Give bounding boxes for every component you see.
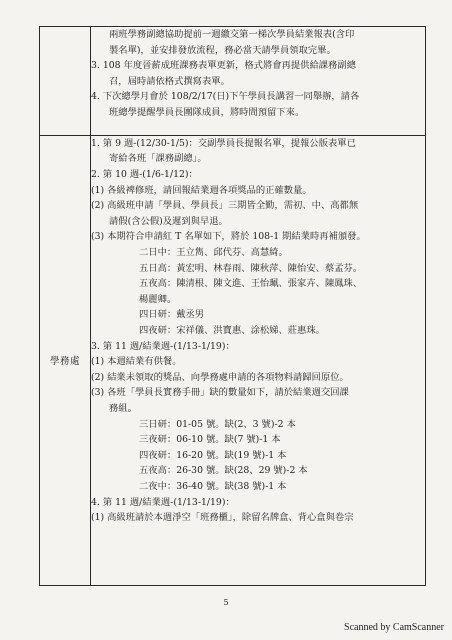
text-line: 班總學提醒學員長團隊成員，將時間預留下來。 — [109, 106, 305, 118]
text-line: 三日研：01-05 號。缺(2、3 號)-2 本 — [139, 418, 296, 430]
text-line: 五夜高：陳清根、陳文進、王怡珮、張家卉、陳鳳珠、 — [139, 278, 363, 290]
text-line: (1) 各級裨修班，請回報結業週各項獎品的正確數量。 — [91, 184, 312, 196]
text-line: (3) 本期符合申請紅 T 名單如下，將於 108-1 期結業時再補頒發。 — [91, 231, 366, 243]
text-line: 2. 第 10 週-(1/6-1/12)： — [91, 169, 198, 181]
scanner-watermark: Scanned by CamScanner — [344, 622, 444, 633]
text-line: 務組。 — [109, 402, 137, 414]
section-label-cell — [40, 135, 91, 585]
text-line: 三夜研：06-10 號。缺(7 號)-1 本 — [139, 434, 281, 446]
content-cell-main — [91, 135, 426, 585]
text-line: (2) 高級班申請「學員、學員長」三期皆全勤，需初、中、高都無 — [91, 200, 359, 212]
section-label: 學務處 — [49, 356, 80, 368]
meeting-minutes-table — [39, 26, 426, 586]
text-line: 4. 第 11 週/結業週-(1/13-1/19)： — [91, 496, 235, 508]
text-line: 二夜中：36-40 號。缺(38 號)-1 本 — [139, 480, 287, 492]
text-line: 寄給各班「課務副總」。 — [109, 153, 207, 165]
text-line: 4. 下次總學月會於 108/2/17(日)下午學員長講習一同舉辦，請各 — [91, 91, 360, 103]
content-cell-top — [91, 27, 426, 136]
page-number: 5 — [223, 598, 229, 607]
text-line: 召，屆時請依格式撰寫表單。 — [109, 75, 230, 87]
text-line: (1) 高級班請於本週淨空「班務櫃」，除留名牌盒、背心盒與卷宗 — [91, 512, 354, 524]
text-line: 四夜研：16-20 號。缺(19 號)-1 本 — [139, 449, 287, 461]
block-student-affairs-items — [91, 136, 425, 526]
text-line: 兩班學務副總協助提前一週繳交第一梯次學員結業報表(含印 — [109, 29, 355, 40]
text-line: 3. 第 11 週/結業週-(1/13-1/19)： — [91, 340, 235, 352]
text-line: (3) 各班「學員長實務手冊」缺的數量如下，請於結業週交回課 — [91, 387, 349, 399]
text-line: 楊麗卿。 — [139, 293, 177, 305]
text-line: 1. 第 9 週-(12/30-1/5)：交副學員長提報名單，提報公版表單已 — [91, 137, 356, 149]
text-line: 五夜高：26-30 號。缺(28、29 號)-2 本 — [139, 465, 308, 477]
text-line: 四日研：戴丞男 — [139, 309, 205, 321]
text-line: 3. 108 年度晉薪成班課務表單更新，格式將會再提供給課務副總 — [91, 60, 356, 72]
text-line: 請假(含公假)及遲到與早退。 — [109, 215, 228, 227]
empty-label-cell — [40, 27, 91, 136]
text-line: 四夜研：宋祥儀、洪寶惠、涂松娣、莊惠珠。 — [139, 325, 325, 337]
text-line: (1) 本週結業有供餐。 — [91, 356, 182, 368]
text-line: (2) 結業未領取的獎品、向學務處申請的各項物料請歸回原位。 — [91, 371, 349, 383]
text-line: 二日中：王立雋、邱代芬、高慧綺。 — [139, 247, 288, 259]
text-line: 五日高：黃宏明、林春雨、陳秋萍、陳怡安、蔡孟芬。 — [139, 262, 363, 274]
text-line: 製名單)，並安排發放流程，務必當天請學員領取完畢。 — [109, 44, 336, 56]
block-previous-items — [91, 27, 425, 121]
